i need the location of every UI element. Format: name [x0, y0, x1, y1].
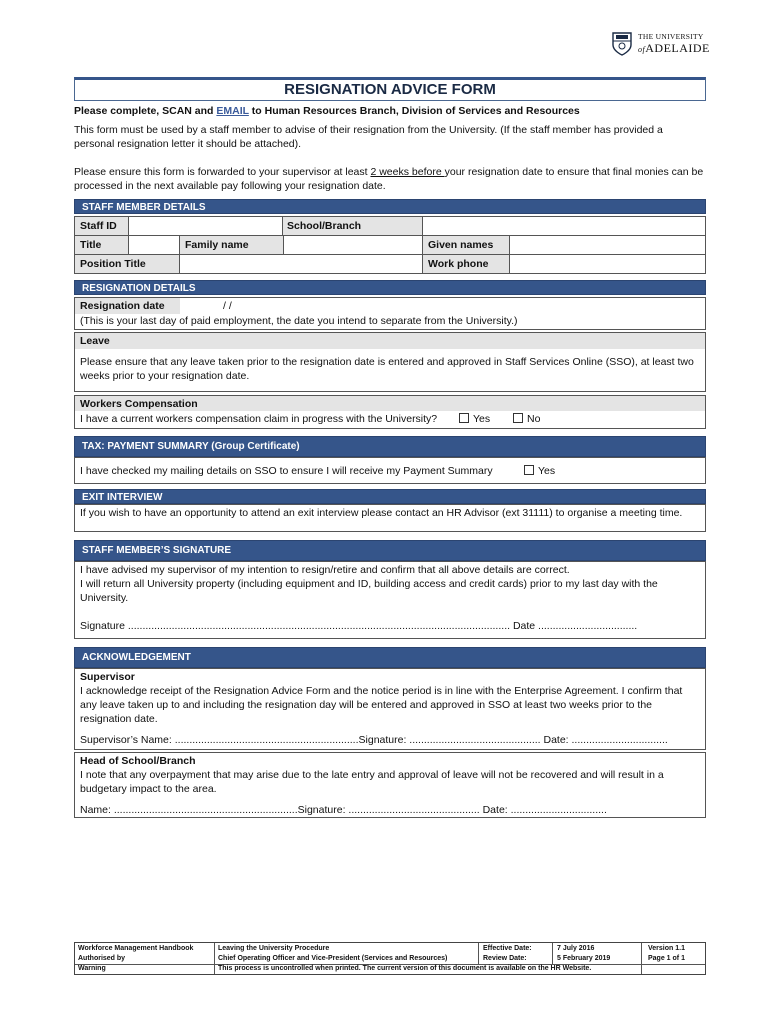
logo-line1: THE UNIVERSITY [638, 32, 704, 41]
checkbox-icon[interactable] [459, 413, 469, 423]
checkbox-icon[interactable] [513, 413, 523, 423]
work-phone-label: Work phone [423, 255, 509, 273]
footer-review-label: Review Date: [483, 955, 527, 962]
footer-review-date: 5 February 2019 [557, 955, 611, 962]
exit-interview-text: If you wish to have an opportunity to attend an exit interview please contact an HR Advisor (ext 31111) to organise a meeting time. [80, 507, 683, 519]
resignation-date-note: (This is your last day of paid employment, the date you intend to separate from the University.) [80, 315, 518, 327]
head-of-school-signature-line[interactable]: Name: ...............................................................Signature: ............................................. Date: ................................. [80, 804, 607, 816]
university-logo [612, 30, 710, 62]
position-title-field[interactable] [180, 255, 422, 273]
supervisor-signature-line[interactable]: Supervisor’s Name: ...............................................................Signature: ............................................. Date: ................................. [80, 734, 668, 746]
leave-label: Leave [75, 333, 705, 349]
footer-version: Version 1.1 [648, 945, 685, 952]
exit-interview-box [74, 504, 706, 532]
footer-authorised-label: Authorised by [78, 955, 126, 962]
footer-handbook: Workforce Management Handbook [78, 945, 194, 952]
staff-details-heading: STAFF MEMBER DETAILS [74, 199, 706, 214]
workers-comp-question: I have a current workers compensation claim in progress with the University? [80, 413, 438, 425]
supervisor-box [74, 668, 706, 750]
supervisor-text: I acknowledge receipt of the Resignation Advice Form and the notice period is in line with the Enterprise Agreement. I confirm that any leave taken up to and including the resignation day will be entered and approved in SSO at least two weeks prior to the resignation date. [80, 685, 683, 725]
leave-box [74, 332, 706, 392]
workers-comp-label: Workers Compensation [75, 396, 705, 411]
resignation-date-box [74, 297, 706, 330]
work-phone-field[interactable] [510, 255, 705, 273]
leave-text: Please ensure that any leave taken prior to the resignation date is entered and approved in Staff Services Online (SSO), at least two weeks prior to your resignation date. [80, 356, 694, 382]
footer-warning-text: This process is uncontrolled when printed. The current version of this document is available on the HR Website. [218, 965, 592, 972]
resignation-date-label: Resignation date [75, 298, 180, 314]
tax-yes-option[interactable]: Yes [524, 464, 584, 479]
staff-details-table [74, 216, 706, 274]
family-name-label: Family name [180, 236, 283, 254]
exit-interview-heading: EXIT INTERVIEW [74, 489, 706, 504]
position-title-label: Position Title [75, 255, 179, 273]
tax-text: I have checked my mailing details on SSO to ensure I will receive my Payment Summary [80, 465, 493, 477]
tax-heading: TAX: PAYMENT SUMMARY (Group Certificate) [74, 436, 706, 457]
school-branch-field[interactable] [423, 217, 705, 235]
signature-box [74, 561, 706, 639]
signature-confirm-text: I have advised my supervisor of my intention to resign/retire and confirm that all above details are correct. [80, 564, 570, 576]
workers-comp-no-option[interactable]: No [513, 412, 573, 427]
staff-id-field[interactable] [129, 217, 282, 235]
instruction-line: Please complete, SCAN and EMAIL to Human Resources Branch, Division of Services and Resources [74, 105, 580, 117]
workers-comp-box [74, 395, 706, 429]
footer-page-number: Page 1 of 1 [648, 955, 685, 962]
family-name-field[interactable] [284, 236, 422, 254]
staff-id-label: Staff ID [75, 217, 128, 235]
given-names-label: Given names [423, 236, 509, 254]
footer-warning-label: Warning [78, 965, 106, 972]
signature-line[interactable]: Signature ................................................................................................................................... Date .................................. [80, 620, 638, 632]
workers-comp-yes-option[interactable]: Yes [459, 412, 519, 427]
checkbox-icon[interactable] [524, 465, 534, 475]
title-field[interactable] [129, 236, 179, 254]
form-title: RESIGNATION ADVICE FORM [74, 77, 706, 101]
supervisor-label: Supervisor [80, 671, 135, 683]
title-label: Title [75, 236, 128, 254]
head-of-school-label: Head of School/Branch [80, 755, 196, 767]
email-link[interactable]: EMAIL [216, 105, 249, 117]
intro-paragraph-2: Please ensure this form is forwarded to your supervisor at least 2 weeks before your resignation date to ensure that final monies can be processed in the next available pay following your resignation date. [74, 166, 704, 192]
acknowledgement-heading: ACKNOWLEDGEMENT [74, 647, 706, 668]
footer-authorised-by: Chief Operating Officer and Vice-President (Services and Resources) [218, 955, 448, 962]
crest-icon [612, 32, 632, 56]
signature-heading: STAFF MEMBER’S SIGNATURE [74, 540, 706, 561]
footer-effective-date: 7 July 2016 [557, 945, 595, 952]
head-of-school-box [74, 752, 706, 818]
tax-box [74, 457, 706, 484]
school-branch-label: School/Branch [283, 217, 422, 235]
resignation-details-heading: RESIGNATION DETAILS [74, 280, 706, 295]
resignation-date-field[interactable]: / / [223, 300, 232, 312]
head-of-school-text: I note that any overpayment that may arise due to the late entry and approval of leave will not be recovered and will result in a budgetary impact to the area. [80, 769, 664, 795]
intro-paragraph-1: This form must be used by a staff member to advise of their resignation from the University. (If the staff member has provided a personal resignation letter it should be attached). [74, 124, 663, 150]
given-names-field[interactable] [510, 236, 705, 254]
logo-line2: ofADELAIDE [638, 41, 710, 55]
footer-effective-label: Effective Date: [483, 945, 532, 952]
document-footer [74, 942, 706, 975]
signature-property-text: I will return all University property (including equipment and ID, building access and credit cards) prior to my last day with the University. [80, 578, 658, 604]
footer-procedure: Leaving the University Procedure [218, 945, 330, 952]
